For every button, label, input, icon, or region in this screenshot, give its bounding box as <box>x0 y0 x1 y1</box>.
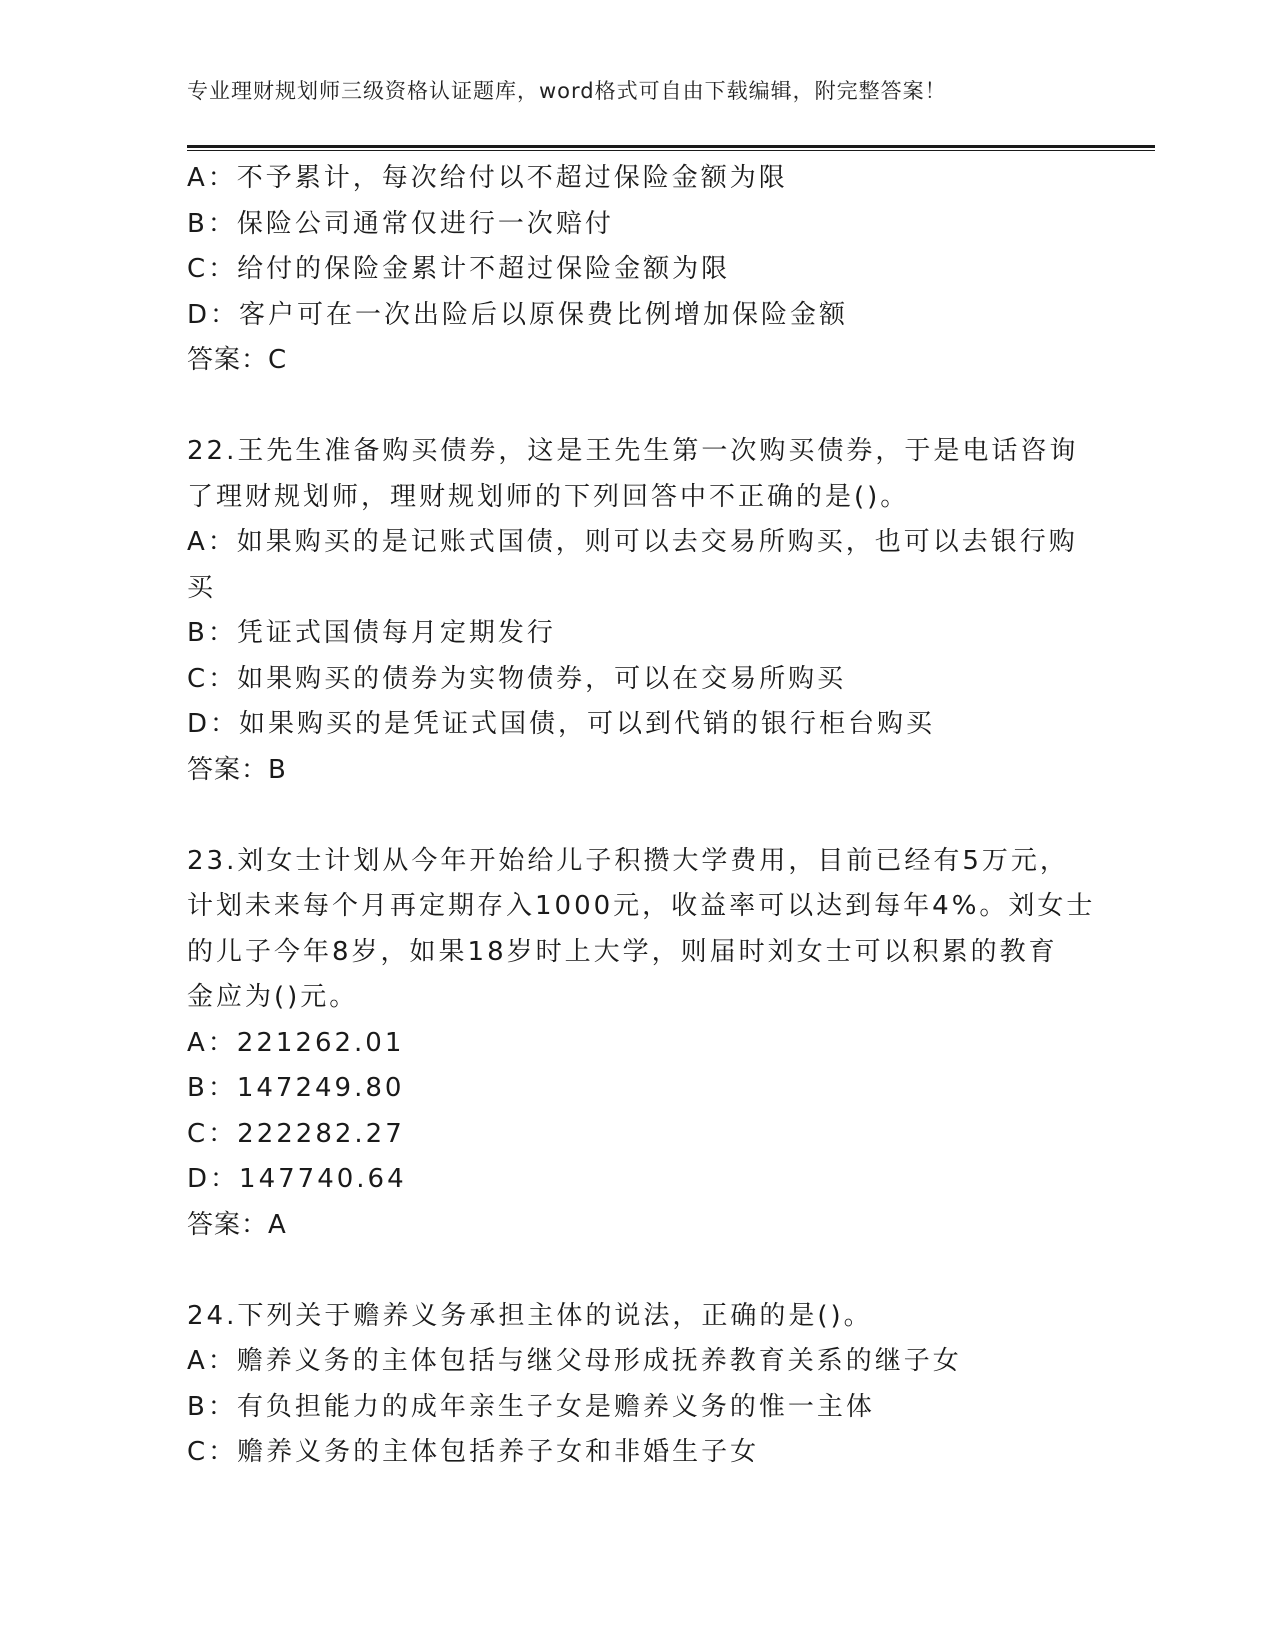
question-text-line: 24.下列关于赡养义务承担主体的说法，正确的是()。 <box>187 1300 873 1331</box>
option-d: D：客户可在一次出险后以原保费比例增加保险金额 <box>187 299 849 330</box>
question-text-line: 的儿子今年8岁，如果18岁时上大学，则届时刘女士可以积累的教育 <box>187 936 1058 967</box>
answer-line: 答案：B <box>187 754 287 785</box>
option-c: C：给付的保险金累计不超过保险金额为限 <box>187 254 731 284</box>
option-d: D：如果购买的是凭证式国债，可以到代销的银行柜台购买 <box>187 709 936 739</box>
option-c: C：赡养义务的主体包括养子女和非婚生子女 <box>187 1437 760 1467</box>
answer-line: 答案：C <box>187 345 288 375</box>
option-b: B：147249.80 <box>187 1073 405 1103</box>
option-c: C：222282.27 <box>187 1118 405 1149</box>
spacer <box>187 1248 1087 1294</box>
question-block <box>187 839 1096 1249</box>
question-text-line: 23.刘女士计划从今年开始给儿子积攒大学费用，目前已经有5万元， <box>187 845 1069 876</box>
option-c: C：如果购买的债券为实物债券，可以在交易所购买 <box>187 663 847 694</box>
question-text-line: 了理财规划师，理财规划师的下列回答中不正确的是()。 <box>187 481 910 512</box>
question-text-line: 金应为()元。 <box>187 982 359 1012</box>
option-d: D：147740.64 <box>187 1164 407 1194</box>
spacer <box>187 793 1087 839</box>
option-a: A：如果购买的是记账式国债，则可以去交易所购买，也可以去银行购 <box>187 527 1078 557</box>
question-text-line: 计划未来每个月再定期存入1000元，收益率可以达到每年4%。刘女士 <box>187 891 1096 921</box>
question-block <box>187 1294 1087 1476</box>
header-rule-thin <box>187 150 1155 151</box>
question-block <box>187 429 1087 793</box>
option-a-continued: 买 <box>187 572 217 603</box>
option-a: A：221262.01 <box>187 1027 405 1058</box>
option-a: A：赡养义务的主体包括与继父母形成抚养教育关系的继子女 <box>187 1346 962 1376</box>
option-b: B：凭证式国债每月定期发行 <box>187 618 556 648</box>
option-a: A：不予累计，每次给付以不超过保险金额为限 <box>187 163 788 193</box>
spacer <box>187 384 1087 430</box>
page-header: 专业理财规划师三级资格认证题库，word格式可自由下载编辑，附完整答案！ <box>187 79 947 103</box>
question-text-line: 22.王先生准备购买债券，这是王先生第一次购买债券，于是电话咨询 <box>187 436 1079 466</box>
option-b: B：保险公司通常仅进行一次赔付 <box>187 208 614 239</box>
question-block <box>187 156 1087 384</box>
answer-line: 答案：A <box>187 1209 287 1240</box>
header-rule-thick <box>187 145 1155 148</box>
question-list <box>187 156 1096 1476</box>
option-b: B：有负担能力的成年亲生子女是赡养义务的惟一主体 <box>187 1391 875 1422</box>
